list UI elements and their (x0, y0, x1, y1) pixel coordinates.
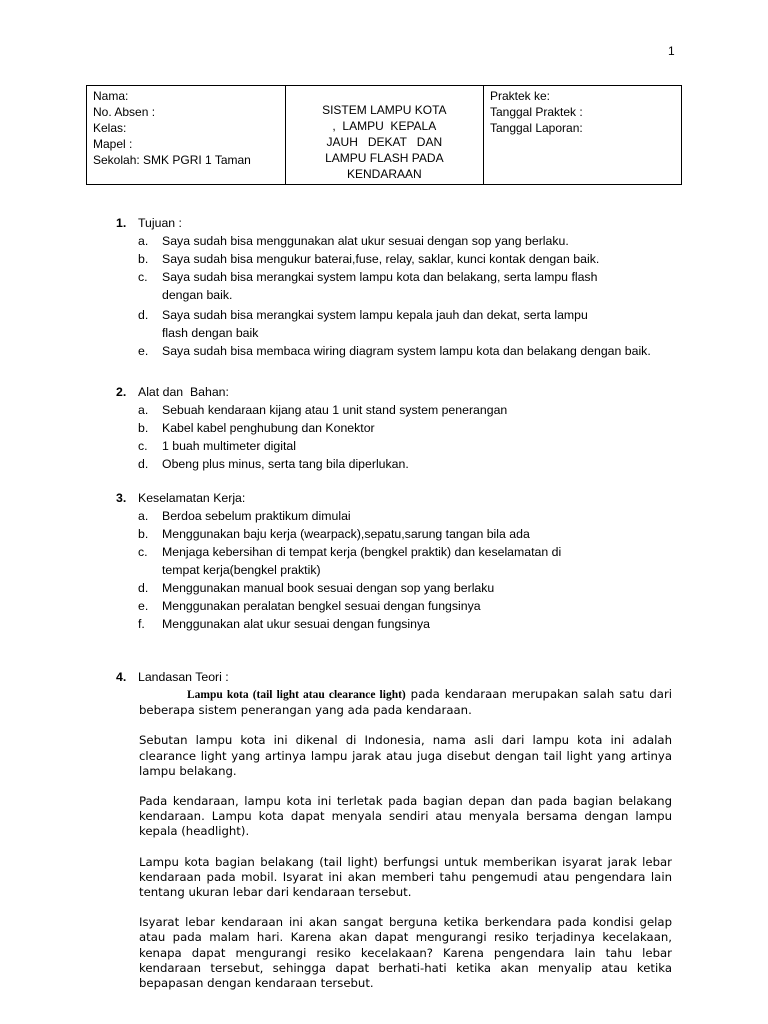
subject-label: Mapel : (93, 137, 133, 151)
list-item: a. Sebuah kendaraan kijang atau 1 unit stand system penerangan (138, 403, 508, 417)
section-title: Tujuan : (138, 216, 182, 230)
theory-paragraph: Isyarat lebar kendaraan ini akan sangat berguna ketika berkendara pada kondisi gelap atau pada malam hari. Karena akan dapat mengurangi resiko terjadinya kecelakaan, kenapa dapat mengurangi resiko kecelakaan? Karena pengendara lain tahu lebar kendaraan tersebut, sehingga dapat berhati-hati ketika akan menyalip atau ketika bepapasan dengan kendaraan tersebut. (139, 915, 672, 991)
student-info-cell (87, 86, 286, 185)
title-line: , LAMPU KEPALA (332, 119, 437, 133)
section-keselamatan-kerja (116, 489, 676, 633)
list-item: a. Berdoa sebelum praktikum dimulai (138, 509, 351, 523)
section-number: 1. (116, 216, 127, 230)
class-label: Kelas: (93, 121, 127, 135)
section-title: Keselamatan Kerja: (138, 491, 246, 505)
practice-info-cell (483, 86, 681, 185)
list-item: b. Kabel kabel penghubung dan Konektor (138, 421, 375, 435)
list-item: d. Menggunakan manual book sesuai dengan sop yang berlaku (138, 581, 495, 595)
section-title: Landasan Teori : (138, 670, 229, 684)
section-number: 2. (116, 385, 127, 399)
section-number: 3. (116, 491, 127, 505)
theory-paragraph: Lampu kota (tail light atau clearance light) pada kendaraan merupakan salah satu dari beberapa sistem penerangan yang ada pada kendaraan. (139, 687, 672, 718)
section-tujuan (116, 214, 676, 360)
list-item: c. Saya sudah bisa merangkai system lampu kota dan belakang, serta lampu flash dengan baik. (138, 270, 598, 302)
list-item: e. Saya sudah bisa membaca wiring diagram system lampu kota dan belakang dengan baik. (138, 344, 651, 358)
title-line: LAMPU FLASH PADA (325, 151, 444, 165)
list-item: a. Saya sudah bisa menggunakan alat ukur sesuai dengan sop yang berlaku. (138, 234, 569, 248)
header-table (86, 85, 682, 185)
theory-paragraph: Pada kendaraan, lampu kota ini terletak pada bagian depan dan pada bagian belakang kendaraan. Lampu kota dapat menyala sendiri atau menyala bersama dengan lampu kepala (headlight). (139, 794, 672, 839)
section-title: Alat dan Bahan: (138, 385, 229, 399)
section-alat-bahan (116, 383, 676, 473)
list-item: e. Menggunakan peralatan bengkel sesuai dengan fungsinya (138, 599, 481, 613)
list-item: d. Obeng plus minus, serta tang bila diperlukan. (138, 457, 409, 471)
report-date-label: Tanggal Laporan: (489, 121, 583, 135)
list-item: b. Menggunakan baju kerja (wearpack),sepatu,sarung tangan bila ada (138, 527, 530, 541)
title-line: SISTEM LAMPU KOTA (322, 103, 447, 117)
list-item: c. 1 buah multimeter digital (138, 439, 296, 453)
school-label: Sekolah: SMK PGRI 1 Taman (93, 153, 251, 167)
theory-paragraph: Sebutan lampu kota ini dikenal di Indonesia, nama asli dari lampu kota ini adalah clearance light yang artinya lampu jarak atau juga disebut dengan tail light yang artinya lampu belakang. (139, 733, 672, 778)
page-number: 1 (668, 44, 675, 58)
list-item: c. Menjaga kebersihan di tempat kerja (bengkel praktik) dan keselamatan di tempat kerja(bengkel praktik) (138, 545, 562, 577)
section-landasan-teori (116, 668, 676, 686)
title-line: JAUH DEKAT DAN (326, 135, 443, 149)
list-item: d. Saya sudah bisa merangkai system lampu kepala jauh dan dekat, serta lampu flash dengan baik (138, 308, 588, 340)
theory-body (139, 687, 672, 1006)
name-label: Nama: (93, 89, 129, 103)
list-item: b. Saya sudah bisa mengukur baterai,fuse, relay, saklar, kunci kontak dengan baik. (138, 252, 600, 266)
practice-date-label: Tanggal Praktek : (489, 105, 583, 119)
title-line: KENDARAAN (346, 167, 422, 181)
lead-term: Lampu kota (tail light atau clearance light) (187, 689, 406, 701)
document-title-cell (285, 86, 483, 185)
theory-paragraph: Lampu kota bagian belakang (tail light) berfungsi untuk memberikan isyarat jarak lebar kendaraan pada mobil. Isyarat ini akan memberi tahu pengemudi atau pengendara lain tentang ukuran lebar dari kendaraan tersebut. (139, 854, 672, 900)
list-item: f. Menggunakan alat ukur sesuai dengan fungsinya (138, 617, 430, 631)
practice-number-label: Praktek ke: (489, 89, 550, 103)
absen-label: No. Absen : (93, 105, 156, 119)
section-number: 4. (116, 670, 127, 684)
